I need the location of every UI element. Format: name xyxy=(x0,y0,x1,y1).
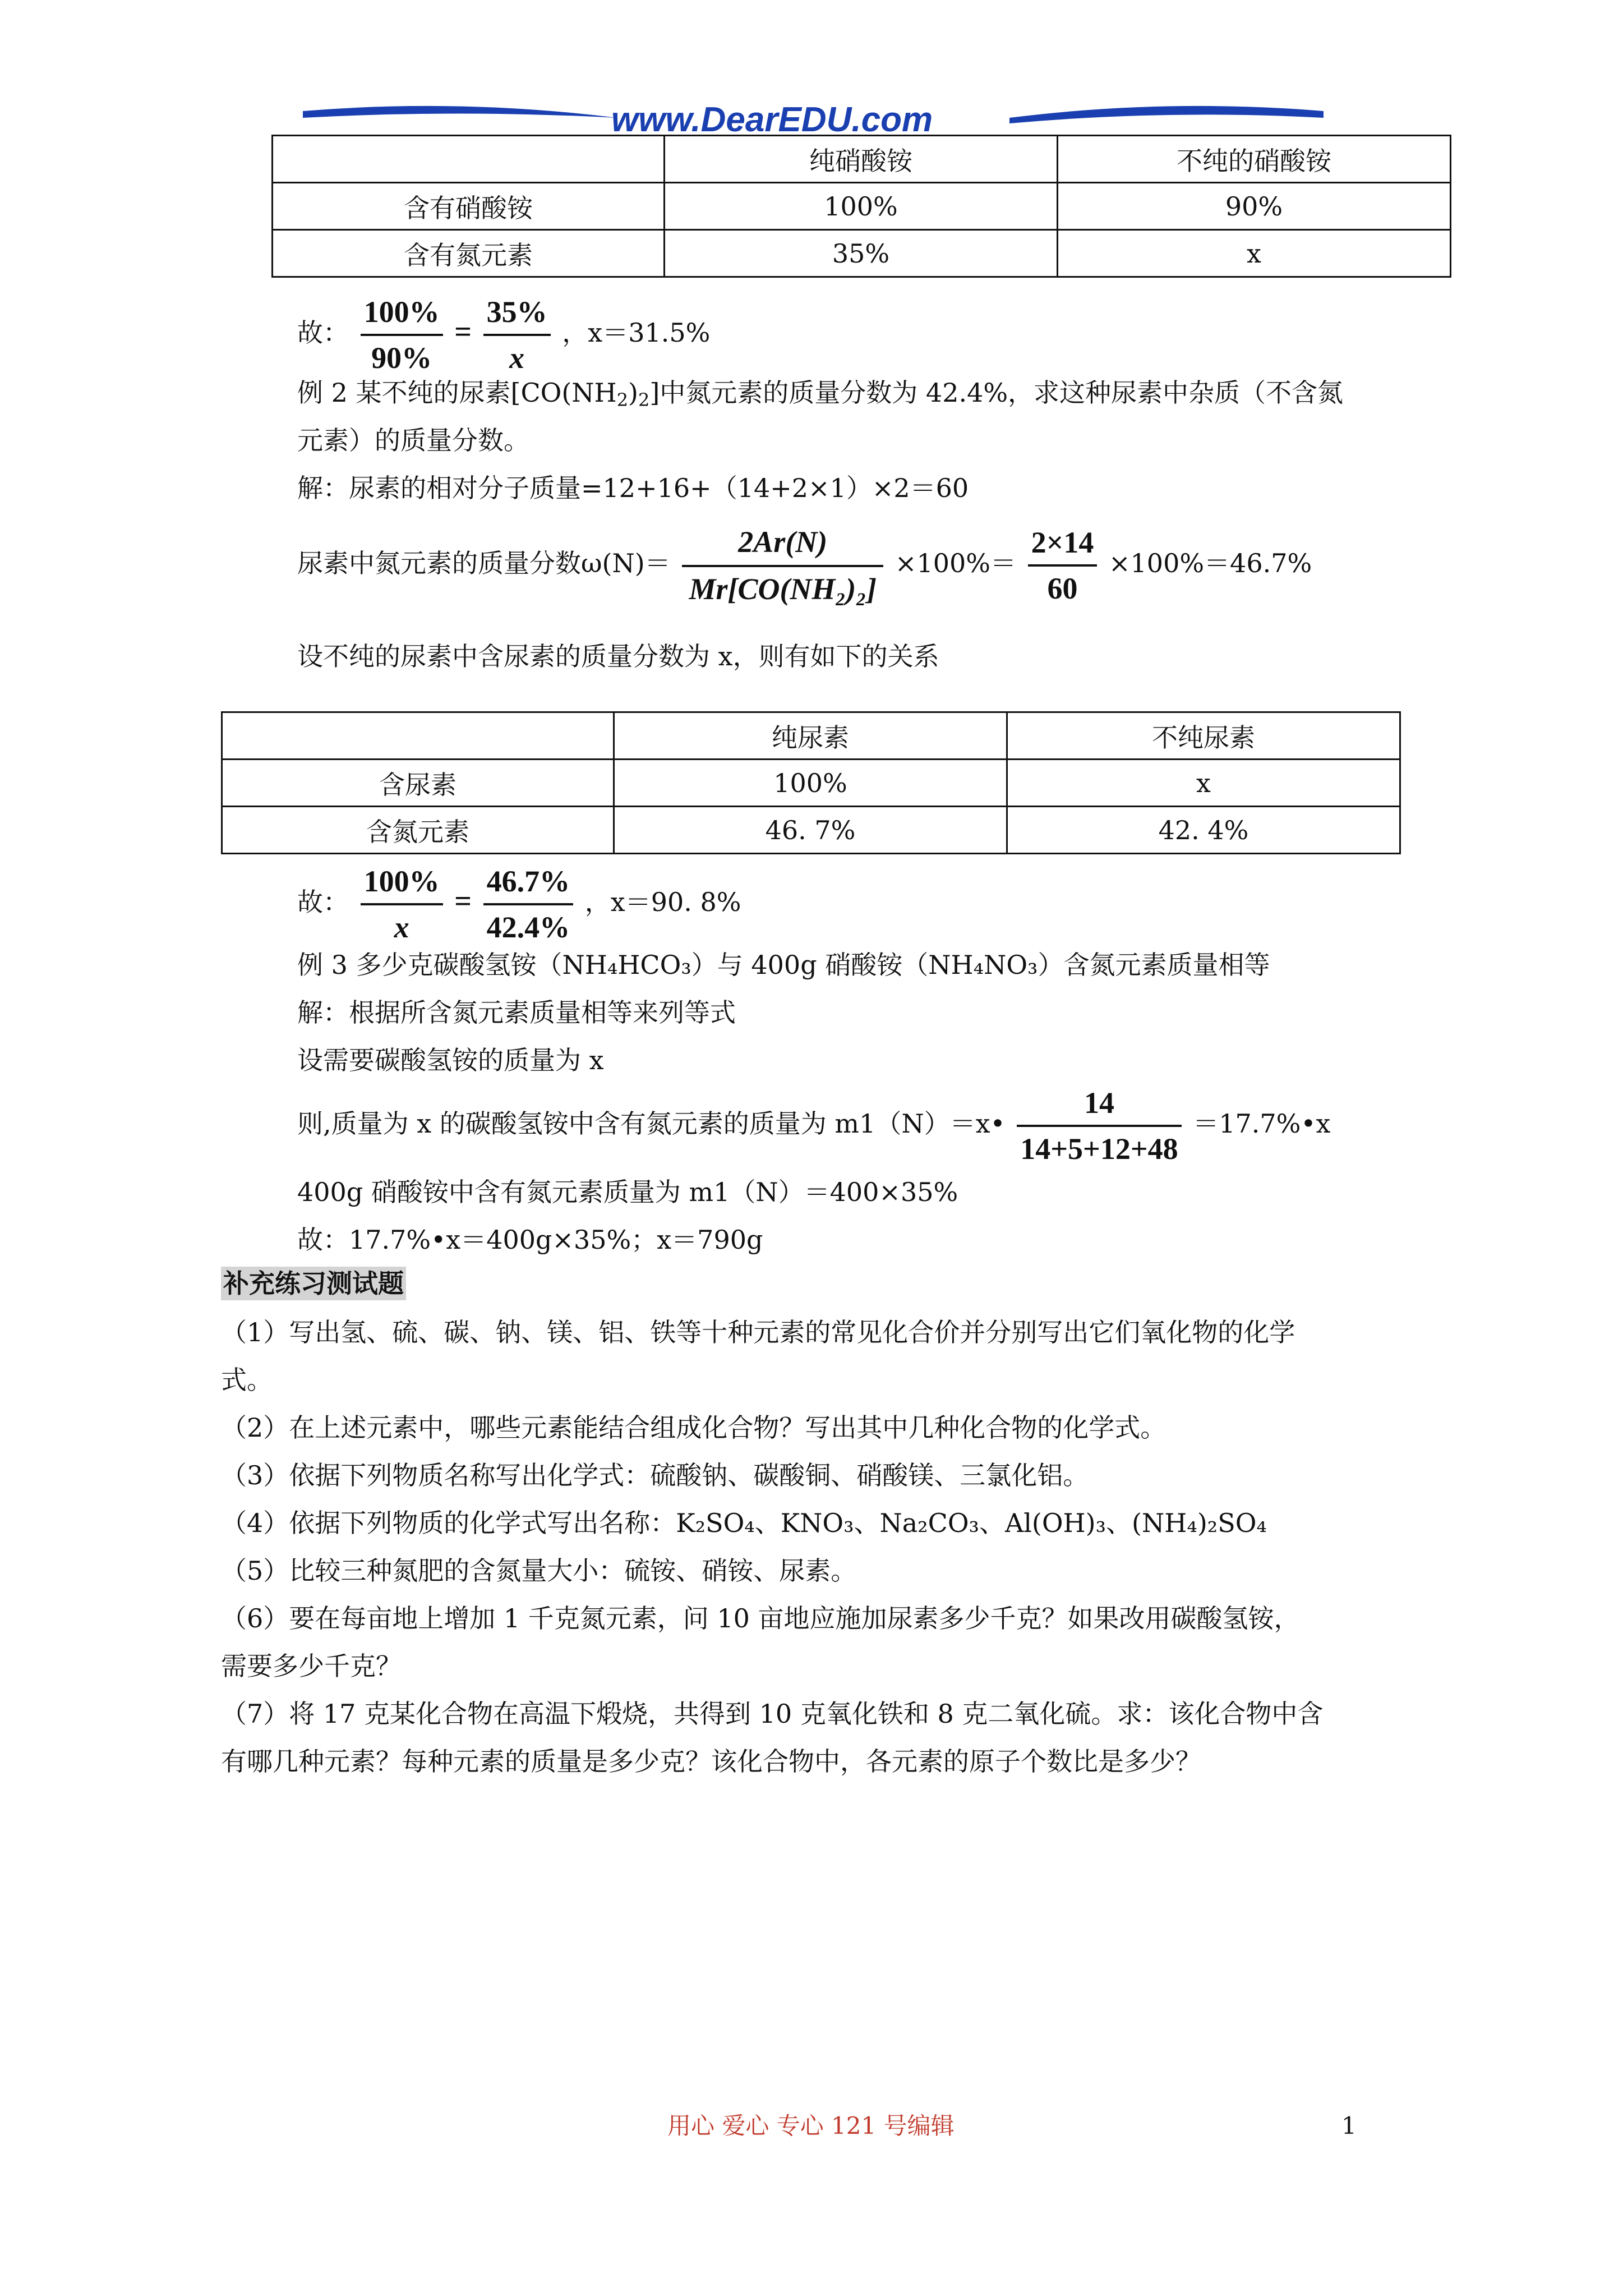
table-cell: 90% xyxy=(1057,183,1450,230)
practice-item: 需要多少千克？ xyxy=(221,1651,402,1681)
practice-item: （6）要在每亩地上增加 1 千克氮元素，问 10 亩地应施加尿素多少千克？如果改用碳酸氢铵， xyxy=(221,1603,1300,1634)
table-ammonium-nitrate xyxy=(271,135,1451,278)
equals-sign: = xyxy=(454,884,472,918)
text: 则,质量为 x 的碳酸氢铵中含有氮元素的质量为 m1（N）＝x• xyxy=(297,1108,1006,1139)
table-cell: 含有硝酸铵 xyxy=(273,183,665,230)
practice-title: 补充练习测试题 xyxy=(221,1267,406,1300)
table-cell: 不纯的硝酸铵 xyxy=(1057,136,1450,183)
example-3-result: 故：17.7%•x＝400g×35%；x＝790g xyxy=(297,1225,763,1255)
table-row xyxy=(222,760,1400,807)
bicarbonate-nitrogen-mass xyxy=(297,1085,1330,1166)
equation-1 xyxy=(297,295,710,375)
fraction xyxy=(1017,1085,1181,1166)
eq-suffix: ，x＝90. 8% xyxy=(584,887,741,917)
table-cell: 100% xyxy=(664,183,1057,230)
table-cell: 含尿素 xyxy=(222,760,614,807)
fraction-denominator: 60 xyxy=(1047,572,1078,605)
example-2-setup: 设不纯的尿素中含尿素的质量分数为 x，则有如下的关系 xyxy=(297,641,939,671)
fraction-denominator: 14+5+12+48 xyxy=(1020,1132,1178,1166)
text: ×100%＝46.7% xyxy=(1109,548,1312,578)
equals-sign: = xyxy=(454,315,472,348)
example-3-line-1: 例 3 多少克碳酸氢铵（NH₄HCO₃）与 400g 硝酸铵（NH₄NO₃）含氮元素质量相等 xyxy=(297,950,1270,980)
table-header-row xyxy=(273,136,1451,183)
table-cell: 纯尿素 xyxy=(614,712,1007,760)
fraction-denominator: 90% xyxy=(371,341,432,375)
practice-item: （7）将 17 克某化合物在高温下煅烧，共得到 10 克氧化铁和 8 克二氧化硫。求：该化合物中含 xyxy=(221,1699,1324,1729)
practice-item: （2）在上述元素中，哪些元素能结合组成化合物？写出其中几种化合物的化学式。 xyxy=(221,1412,1166,1443)
table-cell: 纯硝酸铵 xyxy=(664,136,1057,183)
fraction-denominator: x xyxy=(394,910,409,944)
fraction-numerator: 2×14 xyxy=(1028,525,1098,567)
text: ]中氮元素的质量分数为 42.4%，求这种尿素中杂质（不含氮 xyxy=(649,378,1344,408)
fraction-denominator: x xyxy=(509,341,525,375)
table-urea xyxy=(221,711,1401,854)
text: ) xyxy=(628,378,638,408)
example-2-solution: 解：尿素的相对分子质量=12+16+（14+2×1）×2＝60 xyxy=(297,473,969,503)
table-cell: 46. 7% xyxy=(614,807,1007,854)
table-header-row xyxy=(222,712,1400,760)
subscript: 2 xyxy=(638,389,650,411)
practice-item: （3）依据下列物质名称写出化学式：硫酸钠、碳酸铜、硝酸镁、三氯化铝。 xyxy=(221,1460,1089,1490)
text: ＝17.7%•x xyxy=(1193,1108,1331,1139)
fraction xyxy=(361,864,443,945)
practice-item: （1）写出氢、硫、碳、钠、镁、铝、铁等十种元素的常见化合价并分别写出它们氧化物的化学 xyxy=(221,1317,1295,1347)
fraction-numerator: 100% xyxy=(361,295,443,336)
fraction-numerator: 14 xyxy=(1017,1085,1181,1127)
fraction-denominator: 42.4% xyxy=(486,910,570,944)
example-2-line-1 xyxy=(297,376,1343,417)
table-cell: 35% xyxy=(664,230,1057,277)
fraction-numerator: 100% xyxy=(361,864,443,905)
urea-nitrogen-fraction xyxy=(297,524,1312,606)
fraction-numerator: 46.7% xyxy=(483,864,574,905)
eq-prefix: 故： xyxy=(297,318,349,348)
header-swoosh-left xyxy=(303,101,617,135)
page-number: 1 xyxy=(1341,2112,1357,2139)
header-swoosh-right xyxy=(1009,101,1324,135)
fraction xyxy=(483,295,551,375)
eq-suffix: ，x＝31.5% xyxy=(562,318,711,348)
text: 例 2 某不纯的尿素[CO(NH xyxy=(297,378,617,408)
table-row xyxy=(222,807,1400,854)
table-cell: 含氮元素 xyxy=(222,807,614,854)
eq-prefix: 故： xyxy=(297,887,349,917)
practice-item: （5）比较三种氮肥的含氮量大小：硫铵、硝铵、尿素。 xyxy=(221,1556,857,1586)
fraction xyxy=(1028,525,1098,606)
fraction-numerator: 2Ar(N) xyxy=(682,524,883,567)
subscript: 2 xyxy=(616,389,629,411)
practice-item: 式。 xyxy=(221,1365,273,1395)
table-row xyxy=(273,230,1451,277)
example-3-setup: 设需要碳酸氢铵的质量为 x xyxy=(297,1045,604,1075)
fraction xyxy=(682,524,883,606)
table-cell: x xyxy=(1057,230,1450,277)
table-cell xyxy=(222,712,614,760)
table-cell: 100% xyxy=(614,760,1007,807)
table-cell: 42. 4% xyxy=(1007,807,1400,854)
fraction-numerator: 35% xyxy=(483,295,551,336)
fraction xyxy=(361,295,443,375)
table-cell: 含有氮元素 xyxy=(273,230,665,277)
example-2-line-2: 元素）的质量分数。 xyxy=(297,425,529,455)
example-3-solution: 解：根据所含氮元素质量相等来列等式 xyxy=(297,997,736,1028)
footer-note: 用心 爱心 专心 121 号编辑 xyxy=(667,2112,955,2139)
table-cell: x xyxy=(1007,760,1400,807)
header-logo[interactable]: www.DearEDU.com xyxy=(611,100,933,139)
text: ×100%＝ xyxy=(895,548,1016,578)
example-3-nitrate-mass: 400g 硝酸铵中含有氮元素质量为 m1（N）＝400×35% xyxy=(297,1177,958,1207)
equation-2 xyxy=(297,864,741,945)
practice-item: （4）依据下列物质的化学式写出名称：K₂SO₄、KNO₃、Na₂CO₃、Al(OH)₃、(NH₄)₂SO₄ xyxy=(221,1508,1267,1538)
practice-item: 有哪几种元素？每种元素的质量是多少克？该化合物中，各元素的原子个数比是多少？ xyxy=(221,1746,1201,1777)
table-cell: 不纯尿素 xyxy=(1007,712,1400,760)
table-row xyxy=(273,183,1451,230)
fraction xyxy=(483,864,574,945)
table-cell xyxy=(273,136,665,183)
fraction-denominator: Mr[CO(NH₂)₂] xyxy=(689,572,877,606)
text: 尿素中氮元素的质量分数ω(N)＝ xyxy=(297,548,671,578)
